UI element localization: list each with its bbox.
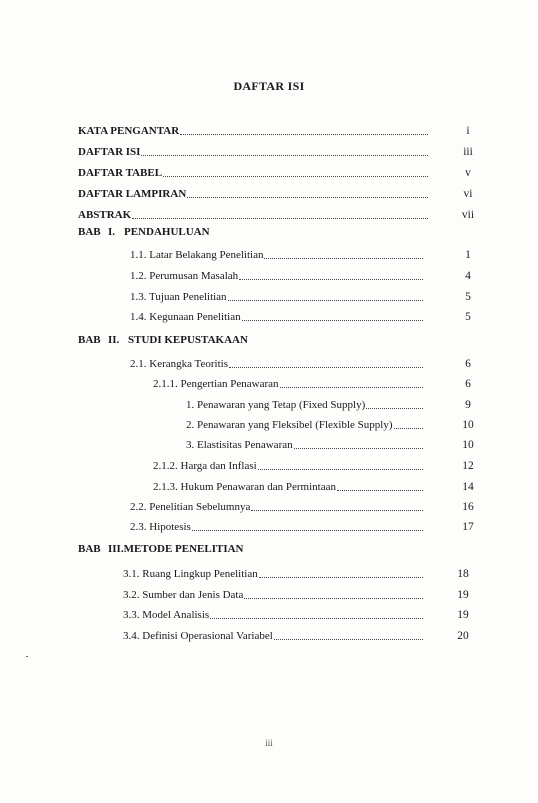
toc-row-daftar-isi [78, 144, 478, 160]
chapter-bab-label: BAB [78, 226, 101, 238]
chapter-title: III.METODE PENELITIAN [108, 543, 244, 555]
toc-page-number: 18 [457, 568, 469, 580]
toc-row-2-3 [130, 519, 478, 535]
leader-dots [163, 176, 428, 177]
toc-label: ABSTRAK [78, 209, 132, 221]
leader-dots [187, 197, 428, 198]
toc-row-abstrak [78, 207, 478, 223]
leader-dots [210, 618, 423, 619]
toc-label: 3.1. Ruang Lingkup Penelitian [123, 568, 258, 580]
chapter-heading-bab-3 [78, 543, 244, 555]
chapter-number: I. [108, 226, 116, 238]
toc-page-number: 14 [462, 481, 474, 493]
toc-page-number: 6 [465, 358, 471, 370]
toc-row-2-1 [130, 356, 478, 372]
leader-dots [258, 469, 423, 470]
toc-page-number: 10 [462, 419, 474, 431]
toc-row-daftar-tabel [78, 165, 478, 181]
toc-page-number: vii [461, 209, 475, 221]
toc-label: 2.2. Penelitian Sebelumnya [130, 501, 251, 513]
toc-row-2-1-1-2 [186, 417, 478, 433]
leader-dots [242, 320, 423, 321]
toc-label: 2.1.2. Harga dan Inflasi [153, 460, 257, 472]
leader-dots [229, 367, 423, 368]
toc-page-number: 9 [465, 399, 471, 411]
toc-label: 3.4. Definisi Operasional Variabel [123, 630, 273, 642]
toc-page-number: 19 [457, 589, 469, 601]
toc-row-2-1-1-1 [186, 397, 478, 413]
chapter-bab-label: BAB [78, 543, 101, 555]
toc-page-number: 12 [462, 460, 474, 472]
chapter-heading-bab-2 [78, 334, 248, 346]
leader-dots [274, 639, 423, 640]
toc-row-1-3 [130, 289, 478, 305]
toc-row-2-1-2 [153, 458, 478, 474]
page-footer-number: iii [265, 738, 273, 748]
toc-row-1-1 [130, 247, 478, 263]
toc-label: KATA PENGANTAR [78, 125, 180, 137]
toc-label: 1.3. Tujuan Penelitian [130, 291, 227, 303]
leader-dots [141, 155, 428, 156]
toc-page-number: 17 [462, 521, 474, 533]
toc-row-1-4 [130, 309, 478, 325]
toc-row-3-4 [123, 628, 478, 644]
leader-dots [244, 598, 423, 599]
toc-page-number: 4 [465, 270, 471, 282]
toc-label: 2. Penawaran yang Fleksibel (Flexible Supply) [186, 419, 393, 431]
toc-row-2-1-1-3 [186, 437, 478, 453]
leader-dots [394, 428, 423, 429]
toc-row-2-1-1 [153, 376, 478, 392]
toc-label: DAFTAR ISI [78, 146, 141, 158]
leader-dots [294, 448, 423, 449]
toc-row-daftar-lampiran [78, 186, 478, 202]
toc-page-number: 6 [465, 378, 471, 390]
toc-page-number: 16 [462, 501, 474, 513]
leader-dots [280, 387, 423, 388]
toc-page-number: iii [463, 146, 473, 158]
toc-label: DAFTAR TABEL [78, 167, 163, 179]
toc-row-3-1 [123, 566, 478, 582]
leader-dots [239, 279, 423, 280]
leader-dots [132, 218, 428, 219]
toc-label: 2.1. Kerangka Teoritis [130, 358, 229, 370]
toc-row-3-3 [123, 607, 478, 623]
toc-page-number: 5 [465, 291, 471, 303]
leader-dots [251, 510, 423, 511]
toc-row-2-1-3 [153, 479, 478, 495]
toc-page-number: vi [463, 188, 473, 200]
toc-row-kata-pengantar [78, 123, 478, 139]
leader-dots [180, 134, 428, 135]
toc-page-number: 20 [457, 630, 469, 642]
toc-label: 3. Elastisitas Penawaran [186, 439, 293, 451]
toc-page-number: 1 [465, 249, 471, 261]
toc-label: 1.1. Latar Belakang Penelitian [130, 249, 264, 261]
toc-page-number: 5 [465, 311, 471, 323]
leader-dots [192, 530, 423, 531]
toc-label: 1. Penawaran yang Tetap (Fixed Supply) [186, 399, 366, 411]
toc-label: DAFTAR LAMPIRAN [78, 188, 187, 200]
leader-dots [264, 258, 423, 259]
toc-label: 3.3. Model Analisis [123, 609, 210, 621]
toc-page-number: 10 [462, 439, 474, 451]
toc-label: 1.2. Perumusan Masalah [130, 270, 239, 282]
scan-speck [26, 656, 28, 657]
leader-dots [337, 490, 423, 491]
toc-page-number: i [466, 125, 470, 137]
toc-label: 2.3. Hipotesis [130, 521, 191, 533]
chapter-title: STUDI KEPUSTAKAAN [128, 334, 248, 346]
chapter-title: PENDAHULUAN [124, 226, 210, 238]
page-title: DAFTAR ISI [233, 79, 305, 93]
chapter-bab-label: BAB [78, 334, 101, 346]
toc-label: 2.1.1. Pengertian Penawaran [153, 378, 279, 390]
toc-row-3-2 [123, 587, 478, 603]
chapter-number: II. [108, 334, 120, 346]
leader-dots [228, 300, 423, 301]
toc-label: 2.1.3. Hukum Penawaran dan Permintaan [153, 481, 336, 493]
chapter-heading-bab-1 [78, 226, 210, 238]
toc-page-number: v [465, 167, 471, 179]
leader-dots [366, 408, 423, 409]
leader-dots [259, 577, 423, 578]
toc-page-number: 19 [457, 609, 469, 621]
toc-label: 1.4. Kegunaan Penelitian [130, 311, 241, 323]
toc-row-2-2 [130, 499, 478, 515]
toc-row-1-2 [130, 268, 478, 284]
toc-label: 3.2. Sumber dan Jenis Data [123, 589, 244, 601]
